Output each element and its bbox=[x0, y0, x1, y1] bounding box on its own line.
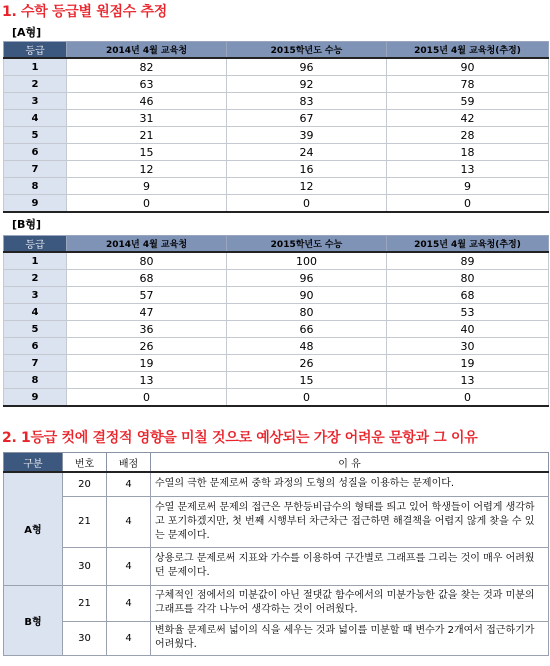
score-cell: 19 bbox=[387, 355, 549, 372]
score-cell: 9 bbox=[387, 178, 549, 195]
score-cell: 80 bbox=[227, 304, 387, 321]
grade-cell: 9 bbox=[4, 195, 67, 213]
grade-cell: 1 bbox=[4, 252, 67, 270]
score-cell: 59 bbox=[387, 93, 549, 110]
table-row bbox=[4, 287, 549, 304]
header-2015-apr-est: 2015년 4월 교육청(추정) bbox=[387, 42, 549, 59]
table-row bbox=[4, 144, 549, 161]
score-cell: 12 bbox=[67, 161, 227, 178]
score-cell: 0 bbox=[67, 195, 227, 213]
grade-cell: 3 bbox=[4, 93, 67, 110]
score-cell: 57 bbox=[67, 287, 227, 304]
table-row bbox=[4, 58, 549, 76]
header-points: 배점 bbox=[107, 453, 151, 473]
score-cell: 0 bbox=[227, 195, 387, 213]
score-cell: 0 bbox=[227, 389, 387, 407]
score-cell: 47 bbox=[67, 304, 227, 321]
score-cell: 89 bbox=[387, 252, 549, 270]
grade-cell: 2 bbox=[4, 270, 67, 287]
table-row bbox=[4, 76, 549, 93]
score-cell: 80 bbox=[67, 252, 227, 270]
score-cell: 9 bbox=[67, 178, 227, 195]
score-cell: 0 bbox=[67, 389, 227, 407]
header-grade: 등급 bbox=[4, 236, 67, 253]
score-cell: 90 bbox=[227, 287, 387, 304]
score-cell: 18 bbox=[387, 144, 549, 161]
score-cell: 68 bbox=[67, 270, 227, 287]
table-row bbox=[4, 195, 549, 213]
table-row bbox=[4, 93, 549, 110]
question-number: 20 bbox=[63, 472, 107, 496]
table-b-label: [B형] bbox=[12, 218, 42, 231]
grade-cell: 8 bbox=[4, 178, 67, 195]
score-cell: 21 bbox=[67, 127, 227, 144]
question-points: 4 bbox=[107, 472, 151, 496]
score-cell: 31 bbox=[67, 110, 227, 127]
header-2015-csat: 2015학년도 수능 bbox=[227, 236, 387, 253]
score-cell: 0 bbox=[387, 389, 549, 407]
question-number: 21 bbox=[63, 585, 107, 621]
grade-cell: 7 bbox=[4, 355, 67, 372]
score-cell: 16 bbox=[227, 161, 387, 178]
grade-cell: 4 bbox=[4, 110, 67, 127]
score-cell: 15 bbox=[227, 372, 387, 389]
table-row bbox=[4, 270, 549, 287]
question-reason: 상용로그 문제로써 지표와 가수를 이용하여 구간별로 그래프를 그리는 것이 매우 어려웠던 문제이다. bbox=[151, 547, 549, 585]
score-cell: 83 bbox=[227, 93, 387, 110]
table-row bbox=[4, 178, 549, 195]
score-cell: 40 bbox=[387, 321, 549, 338]
question-number: 30 bbox=[63, 547, 107, 585]
score-cell: 36 bbox=[67, 321, 227, 338]
score-cell: 67 bbox=[227, 110, 387, 127]
score-cell: 0 bbox=[387, 195, 549, 213]
question-reason: 변화율 문제로써 넓이의 식을 세우는 것과 넓이를 미분할 때 변수가 2개여서 접근하기가 어려웠다. bbox=[151, 621, 549, 655]
header-2015-apr-est: 2015년 4월 교육청(추정) bbox=[387, 236, 549, 253]
header-category: 구분 bbox=[4, 453, 63, 473]
question-points: 4 bbox=[107, 621, 151, 655]
grade-cell: 5 bbox=[4, 127, 67, 144]
table-row bbox=[4, 304, 549, 321]
grade-cell: 5 bbox=[4, 321, 67, 338]
score-cell: 96 bbox=[227, 270, 387, 287]
table-row bbox=[4, 252, 549, 270]
header-number: 번호 bbox=[63, 453, 107, 473]
score-cell: 100 bbox=[227, 252, 387, 270]
grade-cell: 4 bbox=[4, 304, 67, 321]
score-cell: 13 bbox=[67, 372, 227, 389]
score-cell: 12 bbox=[227, 178, 387, 195]
table-row bbox=[4, 338, 549, 355]
question-number: 30 bbox=[63, 621, 107, 655]
table-row bbox=[4, 161, 549, 178]
header-2014-apr: 2014년 4월 교육청 bbox=[67, 42, 227, 59]
score-cell: 46 bbox=[67, 93, 227, 110]
grade-table-a bbox=[3, 41, 549, 213]
score-cell: 30 bbox=[387, 338, 549, 355]
score-cell: 80 bbox=[387, 270, 549, 287]
grade-cell: 3 bbox=[4, 287, 67, 304]
score-cell: 66 bbox=[227, 321, 387, 338]
score-cell: 39 bbox=[227, 127, 387, 144]
score-cell: 53 bbox=[387, 304, 549, 321]
header-2014-apr: 2014년 4월 교육청 bbox=[67, 236, 227, 253]
table-row bbox=[4, 321, 549, 338]
grade-cell: 6 bbox=[4, 338, 67, 355]
score-cell: 15 bbox=[67, 144, 227, 161]
header-reason: 이 유 bbox=[151, 453, 549, 473]
header-2015-csat: 2015학년도 수능 bbox=[227, 42, 387, 59]
question-number: 21 bbox=[63, 496, 107, 547]
question-reason: 구체적인 점에서의 미분값이 아닌 절댓값 함수에서의 미분가능한 값을 찾는 것과 미분의 그래프를 각각 나누어 생각하는 것이 어려웠다. bbox=[151, 585, 549, 621]
section-title-hardest-questions: 2. 1등급 컷에 결정적 영향을 미칠 것으로 예상되는 가장 어려운 문항과 그 이유 bbox=[2, 430, 478, 446]
question-points: 4 bbox=[107, 496, 151, 547]
score-cell: 78 bbox=[387, 76, 549, 93]
question-reason: 수열의 극한 문제로써 중학 과정의 도형의 성질을 이용하는 문제이다. bbox=[151, 472, 549, 496]
table-row bbox=[4, 389, 549, 407]
score-cell: 90 bbox=[387, 58, 549, 76]
score-cell: 42 bbox=[387, 110, 549, 127]
group-label-b: B형 bbox=[4, 585, 63, 655]
grade-cell: 1 bbox=[4, 58, 67, 76]
table-row bbox=[4, 127, 549, 144]
score-cell: 68 bbox=[387, 287, 549, 304]
header-grade: 등급 bbox=[4, 42, 67, 59]
grade-cell: 6 bbox=[4, 144, 67, 161]
grade-cell: 8 bbox=[4, 372, 67, 389]
grade-cell: 2 bbox=[4, 76, 67, 93]
table-row bbox=[4, 372, 549, 389]
score-cell: 13 bbox=[387, 161, 549, 178]
question-points: 4 bbox=[107, 547, 151, 585]
hardest-questions-table bbox=[3, 452, 549, 656]
score-cell: 92 bbox=[227, 76, 387, 93]
score-cell: 96 bbox=[227, 58, 387, 76]
section-title-grade-scores: 1. 수학 등급별 원점수 추정 bbox=[2, 4, 167, 20]
question-reason: 수열 문제로써 문제의 접근은 무한등비급수의 형태를 띄고 있어 학생들이 어렵게 생각하고 포기하겠지만, 첫 번째 시행부터 차근차근 접근하면 해결책을 어렵지 않게 찾을 수 있는 문제이다. bbox=[151, 496, 549, 547]
group-label-a: A형 bbox=[4, 472, 63, 585]
grade-table-b bbox=[3, 235, 549, 407]
score-cell: 48 bbox=[227, 338, 387, 355]
score-cell: 26 bbox=[67, 338, 227, 355]
score-cell: 19 bbox=[67, 355, 227, 372]
grade-cell: 9 bbox=[4, 389, 67, 407]
score-cell: 13 bbox=[387, 372, 549, 389]
grade-cell: 7 bbox=[4, 161, 67, 178]
table-a-label: [A형] bbox=[12, 26, 42, 39]
score-cell: 63 bbox=[67, 76, 227, 93]
score-cell: 82 bbox=[67, 58, 227, 76]
score-cell: 24 bbox=[227, 144, 387, 161]
score-cell: 26 bbox=[227, 355, 387, 372]
table-row bbox=[4, 355, 549, 372]
table-row bbox=[4, 110, 549, 127]
question-points: 4 bbox=[107, 585, 151, 621]
score-cell: 28 bbox=[387, 127, 549, 144]
